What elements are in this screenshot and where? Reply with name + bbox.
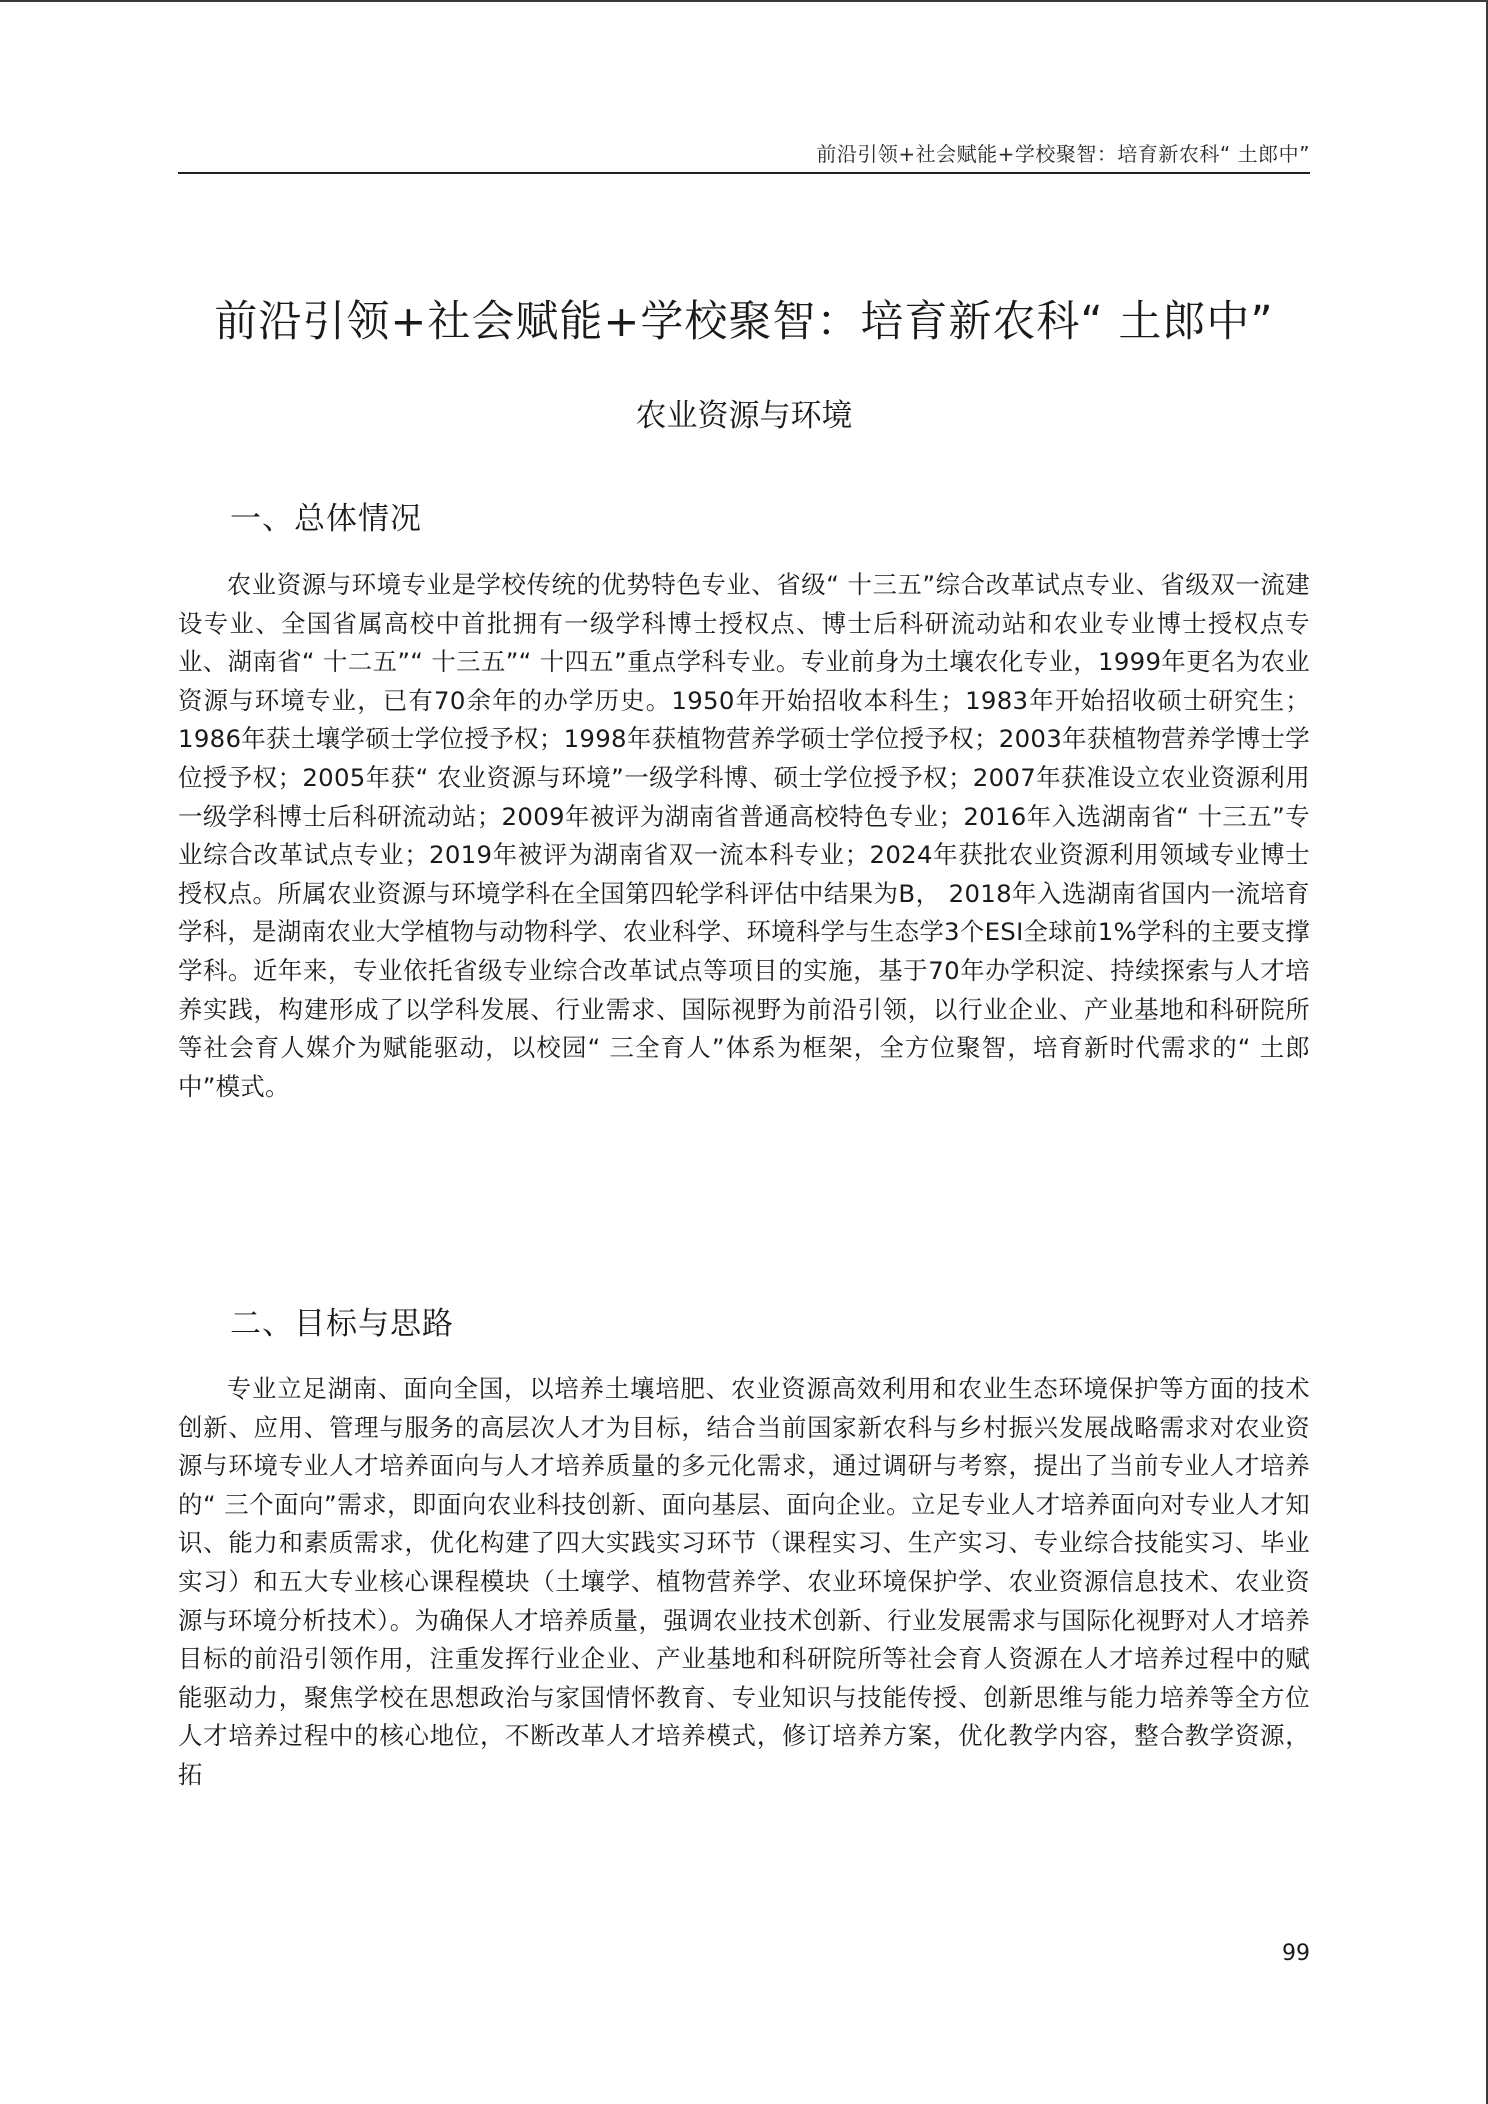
- section-paragraph-goals: 专业立足湖南、面向全国，以培养土壤培肥、农业资源高效利用和农业生态环境保护等方面的技术创新、应用、管理与服务的高层次人才为目标，结合当前国家新农科与乡村振兴发展战略需求对农业资源与环境专业人才培养面向与人才培养质量的多元化需求，通过调研与考察，提出了当前专业人才培养的“ 三个面向”需求，即面向农业科技创新、面向基层、面向企业。立足专业人才培养面向对专业人才知识、能力和素质需求，优化构建了四大实践实习环节（课程实习、生产实习、专业综合技能实习、毕业实习）和五大专业核心课程模块（土壤学、植物营养学、农业环境保护学、农业资源信息技术、农业资源与环境分析技术）。为确保人才培养质量，强调农业技术创新、行业发展需求与国际化视野对人才培养目标的前沿引领作用，注重发挥行业企业、产业基地和科研院所等社会育人资源在人才培养过程中的赋能驱动力，聚焦学校在思想政治与家国情怀教育、专业知识与技能传授、创新思维与能力培养等全方位人才培养过程中的核心地位，不断改革人才培养模式，修订培养方案，优化教学内容，整合教学资源，拓: [178, 1374, 1310, 1789]
- page-top-border: [0, 0, 1488, 2]
- section-heading-overview: 一、总体情况: [230, 501, 422, 537]
- document-subtitle: 农业资源与环境: [635, 398, 853, 434]
- section-heading-goals: 二、目标与思路: [230, 1306, 454, 1342]
- section-paragraph-overview: 农业资源与环境专业是学校传统的优势特色专业、省级“ 十三五”综合改革试点专业、省级双一流建设专业、全国省属高校中首批拥有一级学科博士授权点、博士后科研流动站和农业专业博士授权点专业、湖南省“ 十二五”“ 十三五”“ 十四五”重点学科专业。专业前身为土壤农化专业，1999年更名为农业资源与环境专业，已有70余年的办学历史。1950年开始招收本科生；1983年开始招收硕士研究生；1986年获土壤学硕士学位授予权；1998年获植物营养学硕士学位授予权；2003年获植物营养学博士学位授予权；2005年获“ 农业资源与环境”一级学科博、硕士学位授予权；2007年获准设立农业资源利用一级学科博士后科研流动站；2009年被评为湖南省普通高校特色专业；2016年入选湖南省“ 十三五”专业综合改革试点专业；2019年被评为湖南省双一流本科专业；2024年获批农业资源利用领域专业博士授权点。所属农业资源与环境学科在全国第四轮学科评估中结果为B， 2018年入选湖南省国内一流培育学科，是湖南农业大学植物与动物科学、农业科学、环境科学与生态学3个ESI全球前1%学科的主要支撑学科。近年来，专业依托省级专业综合改革试点等项目的实施，基于70年办学积淀、持续探索与人才培养实践，构建形成了以学科发展、行业需求、国际视野为前沿引领，以行业企业、产业基地和科研院所等社会育人媒介为赋能驱动，以校园“ 三全育人”体系为框架，全方位聚智，培育新时代需求的“ 土郎中”模式。: [178, 570, 1310, 1101]
- header-rule: [178, 172, 1310, 174]
- document-title: 前沿引领+社会赋能+学校聚智：培育新农科“ 土郎中”: [214, 297, 1274, 347]
- running-header: 前沿引领+社会赋能+学校聚智：培育新农科“ 土郎中”: [816, 142, 1310, 166]
- page-number: 99: [1282, 1941, 1310, 1966]
